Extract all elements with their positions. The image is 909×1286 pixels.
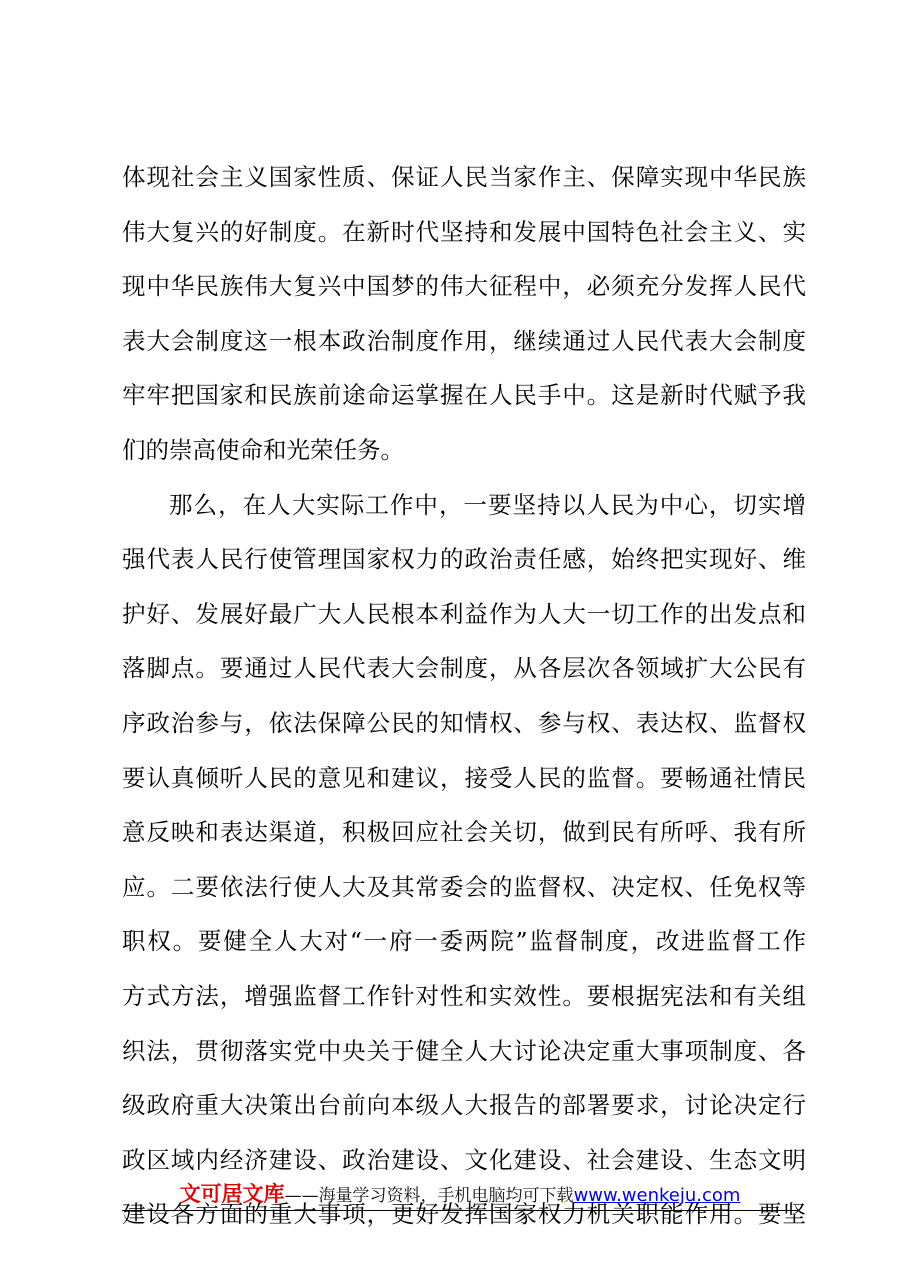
text-line: 表大会制度这一根本政治制度作用，继续通过人民代表大会制度 [122, 326, 806, 355]
body-text [122, 150, 806, 1242]
text-line: 体现社会主义国家性质、保证人民当家作主、保障实现中华民族 [122, 163, 806, 191]
text-line: 强代表人民行使管理国家权力的政治责任感，始终把实现好、维 [122, 545, 806, 574]
text-line: 政区域内经济建设、政治建设、文化建设、社会建设、生态文明 [122, 1145, 806, 1174]
text-line: 建设各方面的重大事项，更好发挥国家权力机关职能作用。要坚 [122, 1200, 806, 1229]
text-line: 要认真倾听人民的意见和建议，接受人民的监督。要畅通社情民 [122, 763, 806, 792]
footer-divider [122, 1210, 798, 1211]
footer-brand: 文可居文库 [179, 1182, 285, 1206]
text-line: 序政治参与，依法保障公民的知情权、参与权、表达权、监督权 [122, 708, 806, 737]
text-line: 现中华民族伟大复兴中国梦的伟大征程中，必须充分发挥人民代 [122, 272, 806, 301]
text-line: 落脚点。要通过人民代表大会制度，从各层次各领域扩大公民有 [122, 654, 806, 683]
text-line: 职权。要健全人大对“一府一委两院”监督制度，改进监督工作 [122, 927, 806, 956]
text-line: 织法，贯彻落实党中央关于健全人大讨论决定重大事项制度、各 [122, 1036, 806, 1065]
footer-slogan: ——海量学习资料，手机电脑均可下载 [284, 1186, 574, 1206]
text-line: 们的崇高使命和光荣任务。 [122, 435, 404, 464]
text-line: 那么，在人大实际工作中，一要坚持以人民为中心，切实增 [169, 490, 806, 519]
page-footer [122, 1178, 798, 1210]
text-line: 应。二要依法行使人大及其常委会的监督权、决定权、任免权等 [122, 872, 806, 901]
text-line: 护好、发展好最广大人民根本利益作为人大一切工作的出发点和 [122, 599, 806, 628]
text-line: 意反映和表达渠道，积极回应社会关切，做到民有所呼、我有所 [122, 818, 806, 847]
footer-site-link[interactable]: www.wenkeju.com [573, 1185, 741, 1206]
text-line: 级政府重大决策出台前向本级人大报告的部署要求，讨论决定行 [122, 1091, 806, 1120]
text-line: 伟大复兴的好制度。在新时代坚持和发展中国特色社会主义、实 [122, 217, 806, 246]
text-line: 方式方法，增强监督工作针对性和实效性。要根据宪法和有关组 [122, 981, 806, 1010]
text-line: 牢牢把国家和民族前途命运掌握在人民手中。这是新时代赋予我 [122, 381, 806, 410]
